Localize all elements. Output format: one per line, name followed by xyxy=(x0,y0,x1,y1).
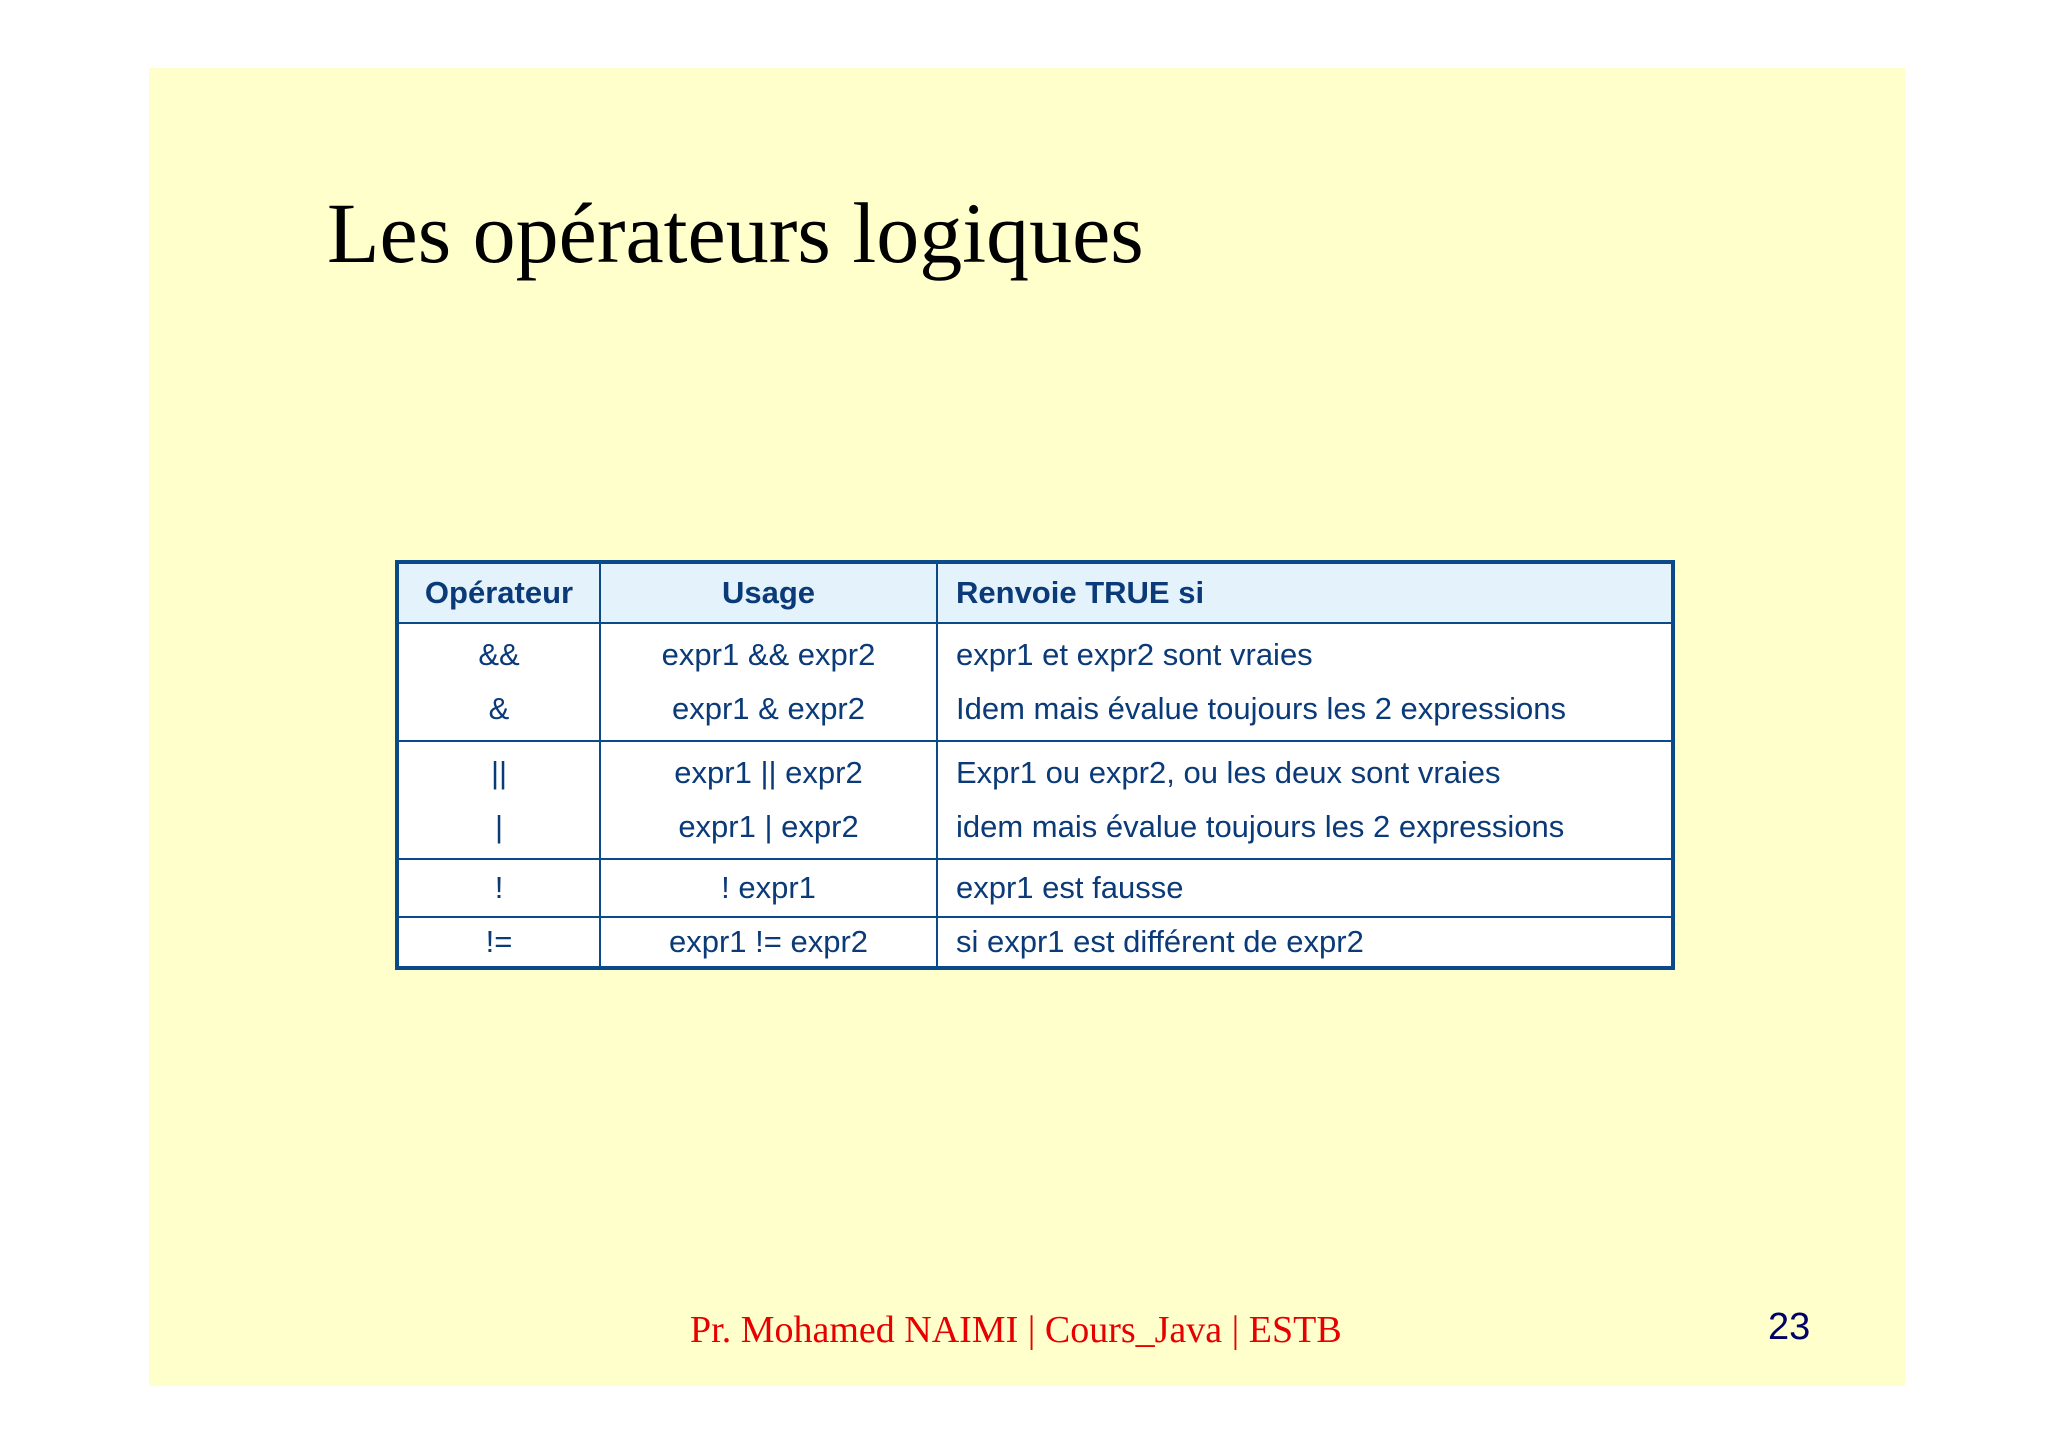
result-text: expr1 est fausse xyxy=(956,870,1184,906)
operator-text: || xyxy=(490,755,508,791)
table-row xyxy=(399,624,1671,742)
usage-cell xyxy=(601,742,938,858)
slide-title: Les opérateurs logiques xyxy=(327,185,1144,281)
page-number: 23 xyxy=(1768,1306,1811,1348)
result-cell xyxy=(938,742,1671,858)
operator-text: | xyxy=(494,809,504,845)
usage-text: ! expr1 xyxy=(721,870,816,906)
table-row xyxy=(399,860,1671,918)
header-operator: Opérateur xyxy=(399,564,601,622)
usage-text: expr1 | expr2 xyxy=(678,809,859,845)
result-text: expr1 et expr2 sont vraies xyxy=(956,637,1313,673)
table-row xyxy=(399,918,1671,966)
usage-cell xyxy=(601,918,938,966)
operator-text: != xyxy=(485,924,513,960)
usage-text: expr1 && expr2 xyxy=(661,637,876,673)
operator-text: ! xyxy=(494,870,504,906)
table-header-row xyxy=(399,564,1671,624)
result-text: idem mais évalue toujours les 2 expressions xyxy=(956,809,1565,845)
result-cell xyxy=(938,624,1671,740)
usage-text: expr1 || expr2 xyxy=(674,755,863,791)
usage-text: expr1 != expr2 xyxy=(668,924,869,960)
usage-text: expr1 & expr2 xyxy=(672,691,865,727)
operator-cell xyxy=(399,624,601,740)
footer-credits: Pr. Mohamed NAIMI | Cours_Java | ESTB xyxy=(690,1309,1342,1351)
operator-text: && xyxy=(478,637,520,673)
operator-cell xyxy=(399,860,601,916)
table-row xyxy=(399,742,1671,860)
usage-cell xyxy=(601,624,938,740)
result-cell xyxy=(938,918,1671,966)
result-text: Expr1 ou expr2, ou les deux sont vraies xyxy=(956,755,1501,791)
usage-cell xyxy=(601,860,938,916)
result-text: Idem mais évalue toujours les 2 expressions xyxy=(956,691,1566,727)
header-usage: Usage xyxy=(601,564,938,622)
header-returns-true: Renvoie TRUE si xyxy=(956,575,1205,610)
operator-cell xyxy=(399,918,601,966)
operator-cell xyxy=(399,742,601,858)
operators-table xyxy=(395,560,1675,970)
operator-text: & xyxy=(488,691,510,727)
result-text: si expr1 est différent de expr2 xyxy=(956,924,1364,960)
result-cell xyxy=(938,860,1671,916)
